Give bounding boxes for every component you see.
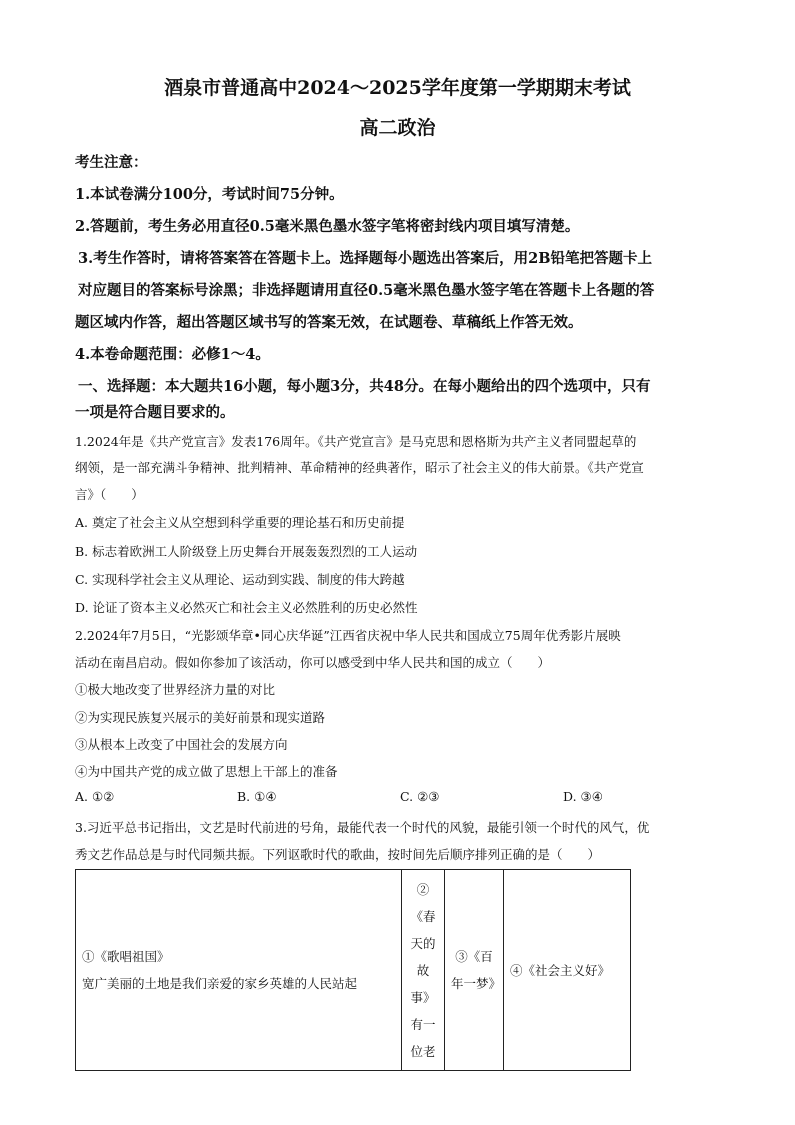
song-title: ①《歌唱祖国》 <box>82 949 170 964</box>
section-heading: 一、选择题：本大题共16小题，每小题3分，共48分。在每小题给出的四个选项中，只有 <box>78 378 651 395</box>
q2-option: C. ②③ <box>400 789 440 804</box>
q2-option: D. ③④ <box>563 789 603 804</box>
q1-option: D. 论证了资本主义必然灭亡和社会主义必然胜利的历史必然性 <box>75 600 418 615</box>
section-heading: 一项是符合题目要求的。 <box>75 404 235 421</box>
song-cell-3: ③《百年一梦》 <box>445 870 504 1071</box>
q2-stem: 2.2024年7月5日，“光影颂华章•同心庆华诞”江西省庆祝中华人民共和国成立75周年优秀影片展映 <box>75 628 621 643</box>
notice-item: 4.本卷命题范围：必修1～4。 <box>75 346 270 363</box>
q2-item: ①极大地改变了世界经济力量的对比 <box>75 682 276 697</box>
q2-item: ④为中国共产党的成立做了思想上干部上的准备 <box>75 764 338 779</box>
notice-heading: 考生注意： <box>75 154 148 171</box>
notice-item: 3.考生作答时，请将答案答在答题卡上。选择题每小题选出答案后，用2B铅笔把答题卡上 <box>78 250 652 267</box>
q2-item: ②为实现民族复兴展示的美好前景和现实道路 <box>75 710 326 725</box>
notice-item: 题区域内作答，超出答题区域书写的答案无效，在试题卷、草稿纸上作答无效。 <box>75 314 583 331</box>
song-cell-4: ④《社会主义好》 <box>504 870 631 1071</box>
notice-item: 2.答题前，考生务必用直径0.5毫米黑色墨水签字笔将密封线内项目填写清楚。 <box>75 218 580 235</box>
q1-option: C. 实现科学社会主义从理论、运动到实践、制度的伟大跨越 <box>75 572 405 587</box>
q1-stem: 言》（ ） <box>75 487 144 502</box>
q3-stem: 3.习近平总书记指出，文艺是时代前进的号角，最能代表一个时代的风貌，最能引领一个时代的风气，优 <box>75 820 650 835</box>
q2-option: B. ①④ <box>237 789 277 804</box>
q1-stem: 1.2024年是《共产党宣言》发表176周年。《共产党宣言》是马克思和恩格斯为共产主义者同盟起草的 <box>75 434 637 449</box>
q1-option: A. 奠定了社会主义从空想到科学重要的理论基石和历史前提 <box>75 515 405 530</box>
notice-item: 1.本试卷满分100分，考试时间75分钟。 <box>75 186 344 203</box>
q3-stem: 秀文艺作品总是与时代同频共振。下列讴歌时代的歌曲，按时间先后顺序排列正确的是（ ） <box>75 847 601 862</box>
q1-stem: 纲领，是一部充满斗争精神、批判精神、革命精神的经典著作，昭示了社会主义的伟大前景。《共产党宣 <box>75 460 644 475</box>
songs-table <box>75 869 631 1071</box>
q2-item: ③从根本上改变了中国社会的发展方向 <box>75 737 288 752</box>
song-cell-1 <box>76 870 402 1071</box>
song-lyric: 宽广美丽的土地是我们亲爱的家乡英雄的人民站起 <box>82 976 358 991</box>
exam-title: 酒泉市普通高中2024～2025学年度第一学期期末考试 <box>164 77 631 99</box>
notice-item: 对应题目的答案标号涂黑；非选择题请用直径0.5毫米黑色墨水签字笔在答题卡上各题的答 <box>78 282 655 299</box>
q2-option: A. ①② <box>75 789 115 804</box>
exam-subtitle: 高二政治 <box>359 117 436 139</box>
q1-option: B. 标志着欧洲工人阶级登上历史舞台开展轰轰烈烈的工人运动 <box>75 544 418 559</box>
song-cell-2: ②《春天的故事》有一位老 <box>402 870 445 1071</box>
q2-stem: 活动在南昌启动。假如你参加了该活动，你可以感受到中华人民共和国的成立（ ） <box>75 655 551 670</box>
